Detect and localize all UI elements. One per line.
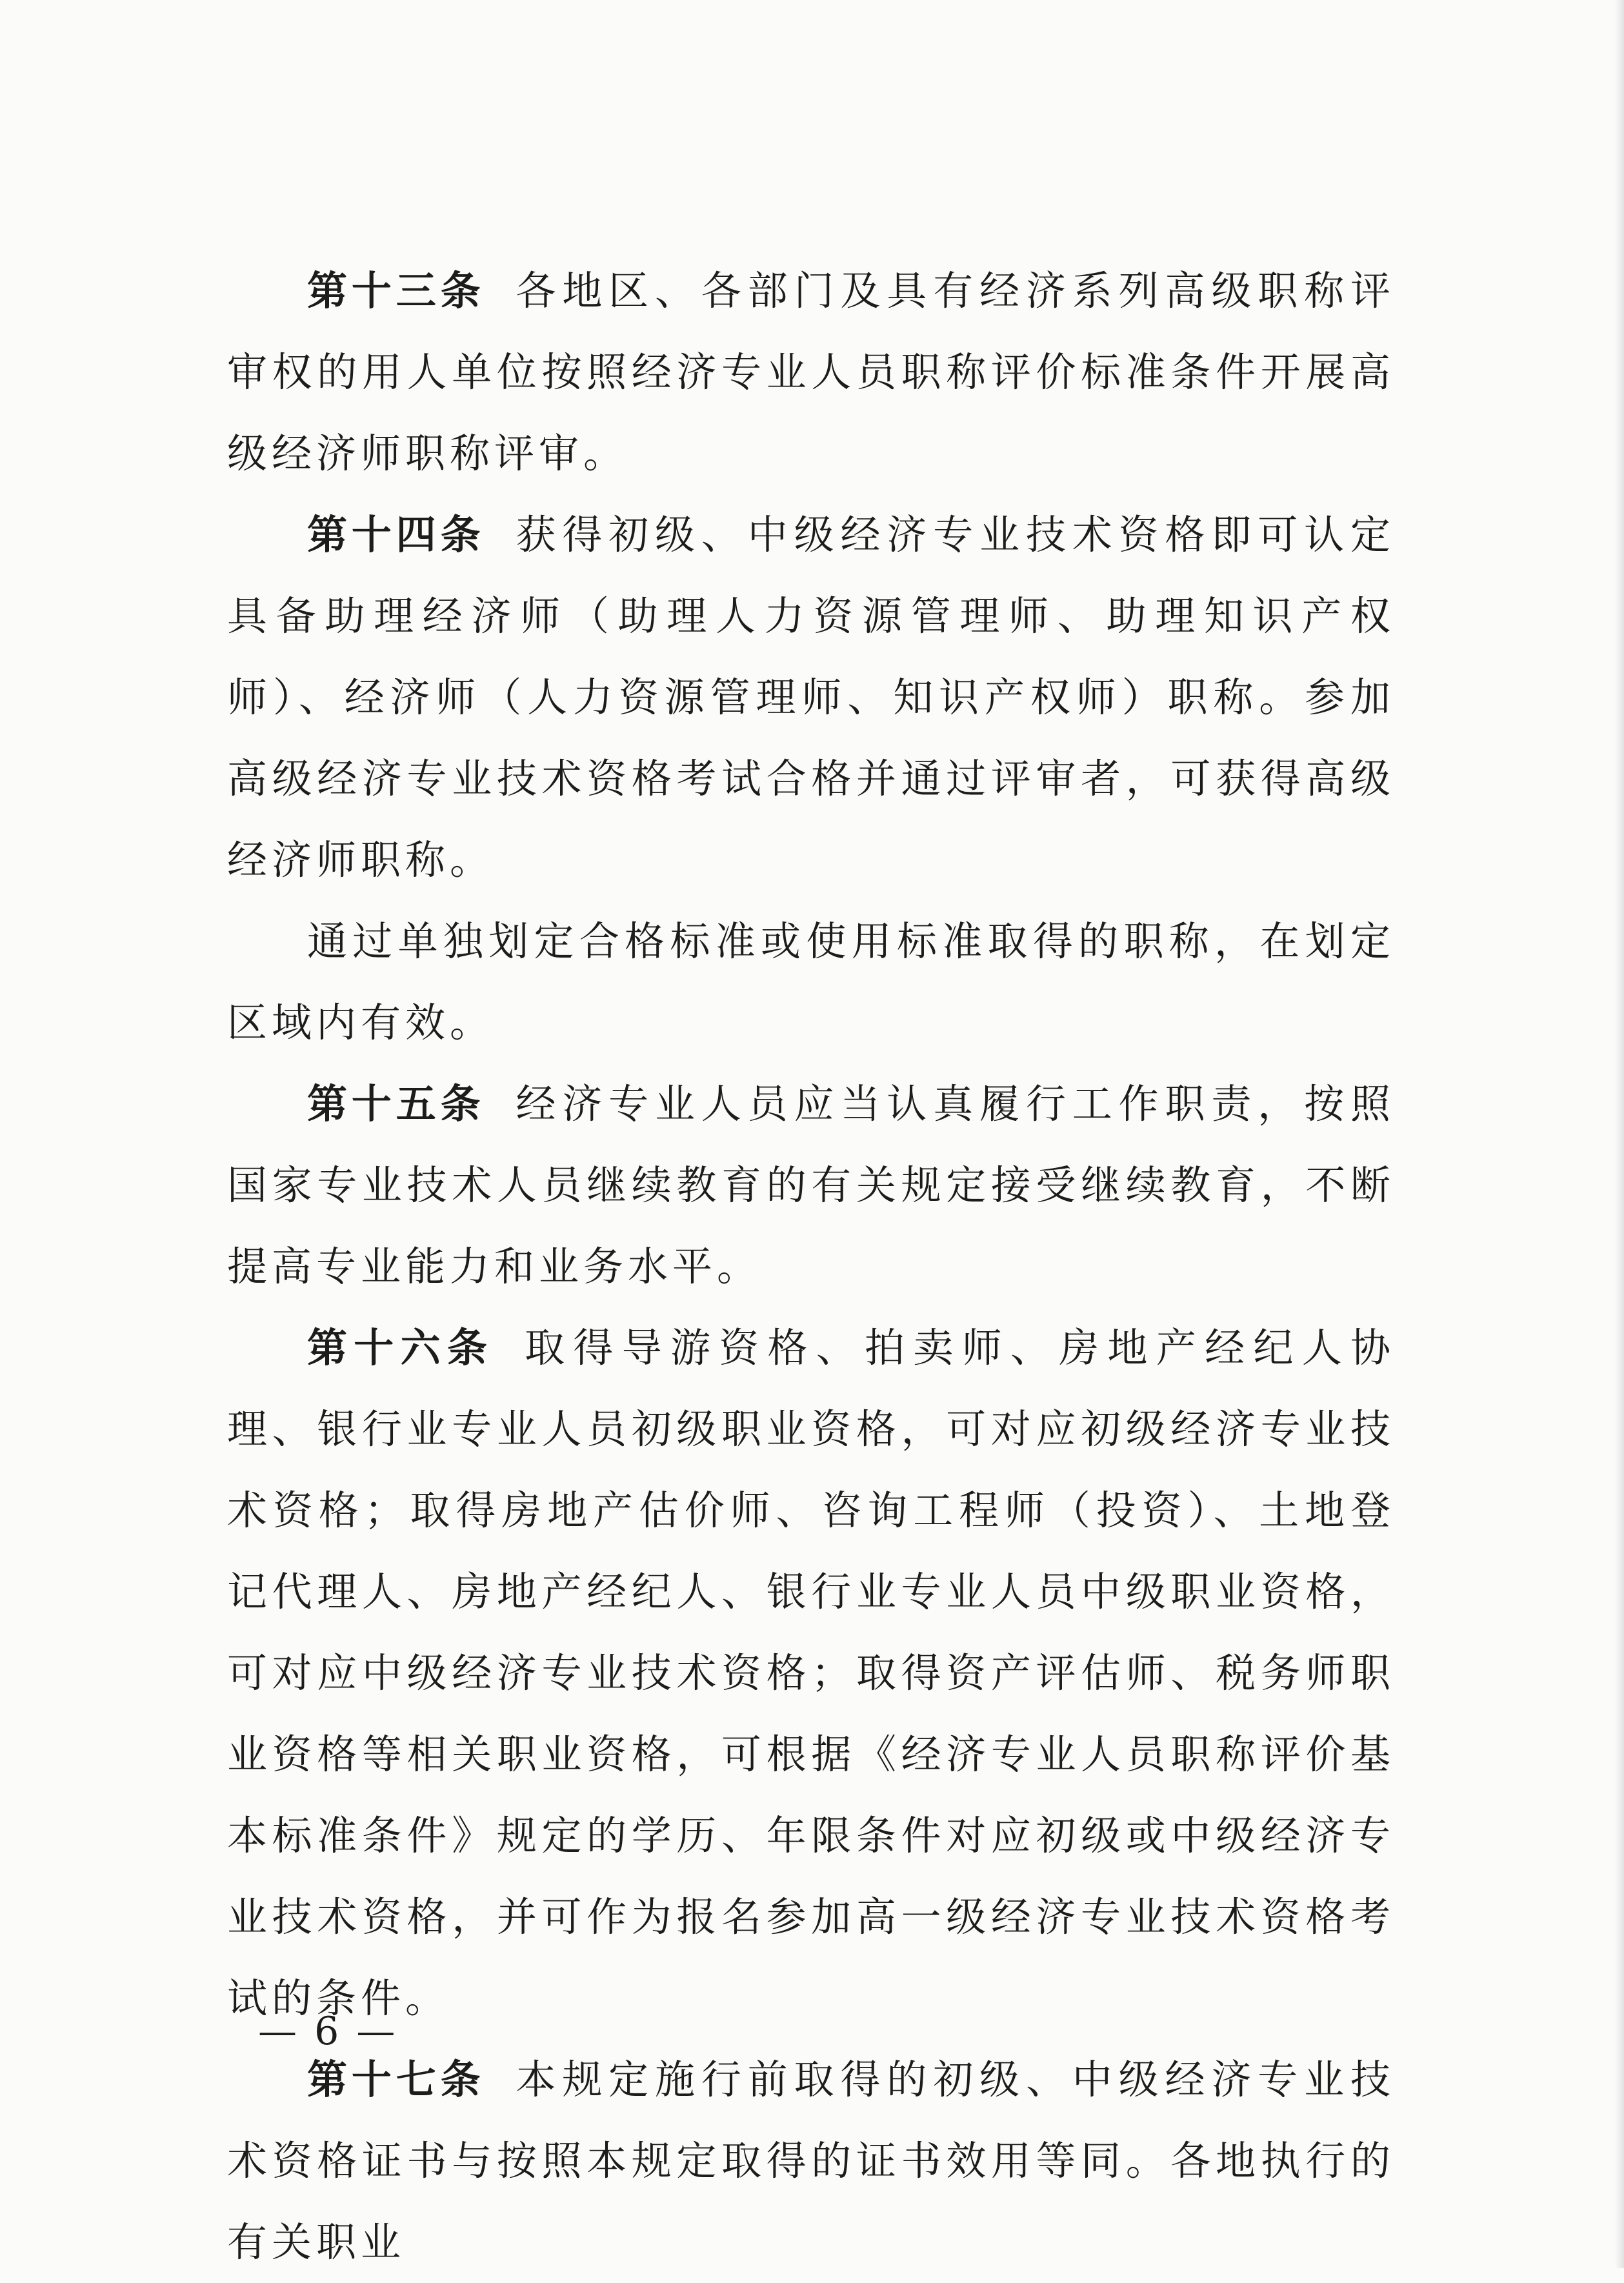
article-title: 第十六条 [307, 1324, 494, 1371]
article-title: 第十五条 [307, 1080, 485, 1127]
page-edge-shadow [1615, 0, 1624, 2268]
article-15 [227, 1063, 1395, 1307]
article-title: 第十三条 [307, 267, 485, 314]
article-text: 各地区、各部门及具有经济系列高级职称评审权的用人单位按照经济专业人员职称评价标准条件开展高级经济师职称评审。 [227, 267, 1395, 477]
article-title: 第十四条 [307, 511, 485, 558]
article-17 [227, 2039, 1395, 2283]
article-text: 取得导游资格、拍卖师、房地产经纪人协理、银行业专业人员初级职业资格，可对应初级经济专业技术资格；取得房地产估价师、咨询工程师（投资）、土地登记代理人、房地产经纪人、银行业专业人员中级职业资格，可对应中级经济专业技术资格；取得资产评估师、税务师职业资格等相关职业资格，可根据《经济专业人员职称评价基本标准条件》规定的学历、年限条件对应初级或中级经济专业技术资格，并可作为报名参加高一级经济专业技术资格考试的条件。 [227, 1324, 1395, 2022]
article-text: 本规定施行前取得的初级、中级经济专业技术资格证书与按照本规定取得的证书效用等同。各地执行的有关职业 [227, 2056, 1395, 2266]
article-text: 通过单独划定合格标准或使用标准取得的职称，在划定区域内有效。 [227, 918, 1395, 1046]
article-text: 经济专业人员应当认真履行工作职责，按照国家专业技术人员继续教育的有关规定接受继续教育，不断提高专业能力和业务水平。 [227, 1080, 1395, 1290]
document-body [227, 250, 1395, 2283]
article-title: 第十七条 [307, 2056, 485, 2103]
article-14 [227, 494, 1395, 901]
page-number: — 6 — [258, 2009, 398, 2054]
article-13 [227, 250, 1395, 494]
article-16 [227, 1307, 1395, 2039]
article-text: 获得初级、中级经济专业技术资格即可认定具备助理经济师（助理人力资源管理师、助理知识产权师）、经济师（人力资源管理师、知识产权师）职称。参加高级经济专业技术资格考试合格并通过评审者，可获得高级经济师职称。 [227, 511, 1395, 883]
article-14-continuation [227, 901, 1395, 1063]
